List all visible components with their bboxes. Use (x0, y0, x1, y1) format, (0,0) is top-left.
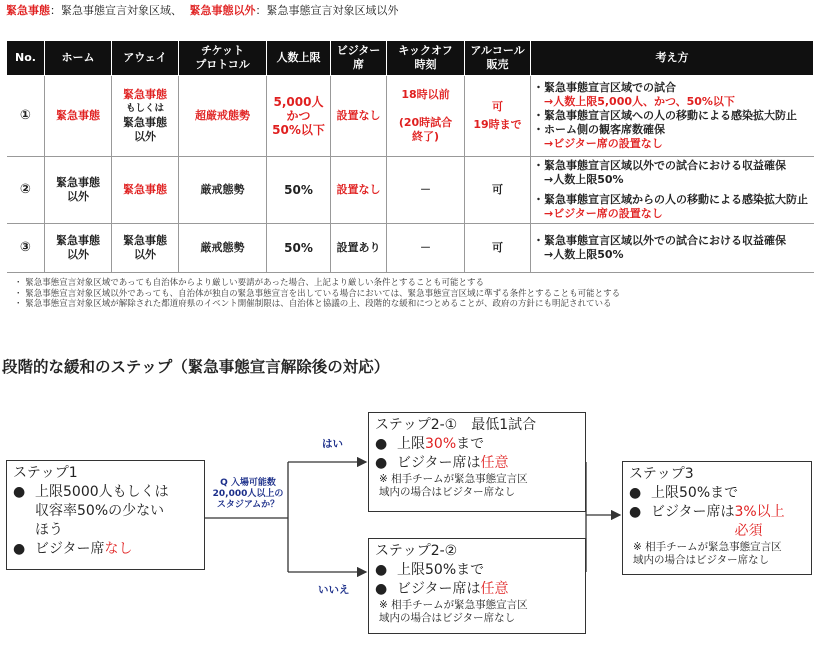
step3-bullet (629, 503, 805, 541)
footnote: ・ 緊急事態宣言対象区域が解除された都道府県のイベント開催制限は、自治体と協議の上、段階的な緩和につとめることが、政府の方針にも明記されている (14, 299, 612, 309)
cell-home: 緊急事態 以外 (45, 224, 112, 273)
step1-box (6, 460, 205, 570)
legend-emergency-label: 緊急事態 (6, 4, 50, 17)
cell-ticket: 厳戒態勢 (179, 224, 267, 273)
step3-title: ステップ3 (629, 466, 694, 482)
cell-alcohol: 可 (465, 157, 531, 224)
bullet-icon: ● (629, 504, 642, 520)
step1-bullet (13, 483, 198, 540)
step2b-note: ※ 相手チームが緊急事態宣言区 域内の場合はビジター席なし (379, 599, 528, 624)
cell-ticket: 厳戒態勢 (179, 157, 267, 224)
cell-kickoff: － (387, 157, 465, 224)
step2a-b1-pre: 上限 (397, 436, 425, 452)
step2b-bullet (375, 580, 579, 599)
step3-bullet (629, 484, 805, 503)
bullet-icon: ● (629, 485, 642, 501)
step2b-box (368, 538, 586, 634)
reason-line: →ビジター席の設置なし (533, 207, 663, 220)
header-away: アウェイ (112, 41, 179, 76)
step2b-bullet (375, 561, 579, 580)
step2b-b2-pre: ビジター席は (397, 581, 481, 597)
cell-home: 緊急事態 以外 (45, 157, 112, 224)
bullet-icon: ● (375, 562, 388, 578)
step2b-b1: 上限50%まで (397, 562, 485, 578)
cell-away: 緊急事態 (112, 157, 179, 224)
bullet-icon: ● (375, 436, 388, 452)
cell-away-rest: 緊急事態 以外 (123, 116, 167, 143)
cell-visitor: 設置なし (331, 76, 387, 157)
header-reason: 考え方 (531, 41, 814, 76)
cell-visitor: 設置あり (331, 224, 387, 273)
cell-kickoff: － (387, 224, 465, 273)
step1-bullet (13, 540, 198, 559)
legend-non-emergency-desc: ：緊急事態宣言対象区域以外 (255, 4, 399, 17)
step2a-b2-red: 任意 (480, 455, 509, 471)
legend-non-emergency-label: 緊急事態以外 (189, 4, 256, 17)
cell-alcohol-b: 19時まで (473, 118, 522, 131)
step2a-b1-post: まで (456, 436, 485, 452)
reason-line: →人数上限50% (533, 173, 624, 186)
step2a-note: ※ 相手チームが緊急事態宣言区 域内の場合はビジター席なし (379, 473, 528, 498)
reason-line: →ビジター席の設置なし (533, 137, 663, 150)
branch-yes: はい (322, 438, 343, 450)
cell-no: ② (7, 157, 45, 224)
step2b-b2-red: 任意 (480, 581, 509, 597)
step2a-bullet (375, 454, 579, 473)
cell-kickoff: 18時以前 (20時試合 終了) (387, 76, 465, 157)
step2b-title: ステップ2-② (375, 543, 458, 559)
header-visitor: ビジター 席 (331, 41, 387, 76)
cell-no: ③ (7, 224, 45, 273)
reason-line: ・ホーム側の観客席数確保 (533, 123, 665, 136)
step2a-b1-red: 30% (425, 436, 457, 452)
bullet-icon: ● (375, 581, 388, 597)
step1-title: ステップ1 (13, 465, 78, 481)
header-alcohol: アルコール 販売 (465, 41, 531, 76)
cell-no: ① (7, 76, 45, 157)
cell-capacity: 5,000人 かつ 50%以下 (267, 76, 331, 157)
bullet-icon: ● (13, 484, 26, 500)
reason-line: ・緊急事態宣言区域以外での試合における収益確保 (533, 234, 786, 247)
step2a-box (368, 412, 586, 512)
section-title: 段階的な緩和のステップ（緊急事態宣言解除後の対応） (2, 358, 390, 376)
cell-alcohol-a: 可 (492, 100, 503, 113)
cell-visitor: 設置なし (331, 157, 387, 224)
cell-ticket: 超厳戒態勢 (179, 76, 267, 157)
bullet-icon: ● (375, 455, 388, 471)
reason-line: ・緊急事態宣言区域での試合 (533, 81, 676, 94)
cell-away: 緊急事態 以外 (112, 224, 179, 273)
step1-b1: 上限5000人もしくは 収容率50%の少ない ほう (35, 484, 169, 538)
branch-no: いいえ (318, 584, 350, 596)
bullet-icon: ● (13, 541, 26, 557)
reason-line: →人数上限50% (533, 248, 624, 261)
decision-question: Q 入場可能数 20,000人以上の スタジアムか？ (212, 478, 284, 510)
reason-line: ・緊急事態宣言区域への人の移動による感染拡大防止 (533, 109, 797, 122)
cell-away-or: もしくは (125, 103, 164, 114)
legend-emergency-desc: ：緊急事態宣言対象区域、 (50, 4, 182, 17)
header-kickoff: キックオフ 時刻 (387, 41, 465, 76)
cell-home: 緊急事態 (45, 76, 112, 157)
reason-line: ・緊急事態宣言区域以外での試合における収益確保 (533, 159, 786, 172)
step2a-title: ステップ2-① 最低1試合 (375, 417, 537, 433)
header-capacity: 人数上限 (267, 41, 331, 76)
footnote: ・ 緊急事態宣言対象区域以外であっても、自治体が独自の緊急事態宣言を出している場合においては、緊急事態宣言区域に準ずる条件とすることも可能とする (14, 288, 621, 299)
step2a-bullet (375, 435, 579, 454)
cell-alcohol: 可 (465, 224, 531, 273)
step1-b2-pre: ビジター席 (35, 541, 105, 557)
step3-note: ※ 相手チームが緊急事態宣言区 域内の場合はビジター席なし (633, 541, 782, 566)
step2a-b2-pre: ビジター席は (397, 455, 481, 471)
reason-line: →人数上限5,000人、かつ、50%以下 (533, 95, 735, 108)
step3-b2-pre: ビジター席は (651, 504, 735, 520)
cell-away-red: 緊急事態 (123, 88, 167, 101)
cell-capacity: 50% (267, 157, 331, 224)
header-no: No. (7, 41, 45, 76)
header-home: ホーム (45, 41, 112, 76)
step3-b1: 上限50%まで (651, 485, 739, 501)
header-ticket: チケット プロトコル (179, 41, 267, 76)
footnote: ・ 緊急事態宣言対象区域であっても自治体からより厳しい要請があった場合、上記より厳しい条件とすることも可能とする (14, 278, 485, 288)
step1-b2-red: なし (104, 541, 133, 557)
cell-capacity: 50% (267, 224, 331, 273)
reason-line: ・緊急事態宣言区域からの人の移動による感染拡大防止 (533, 193, 808, 206)
step3-b2-red: 3%以上 必須 (734, 504, 785, 539)
step3-box (622, 461, 812, 575)
